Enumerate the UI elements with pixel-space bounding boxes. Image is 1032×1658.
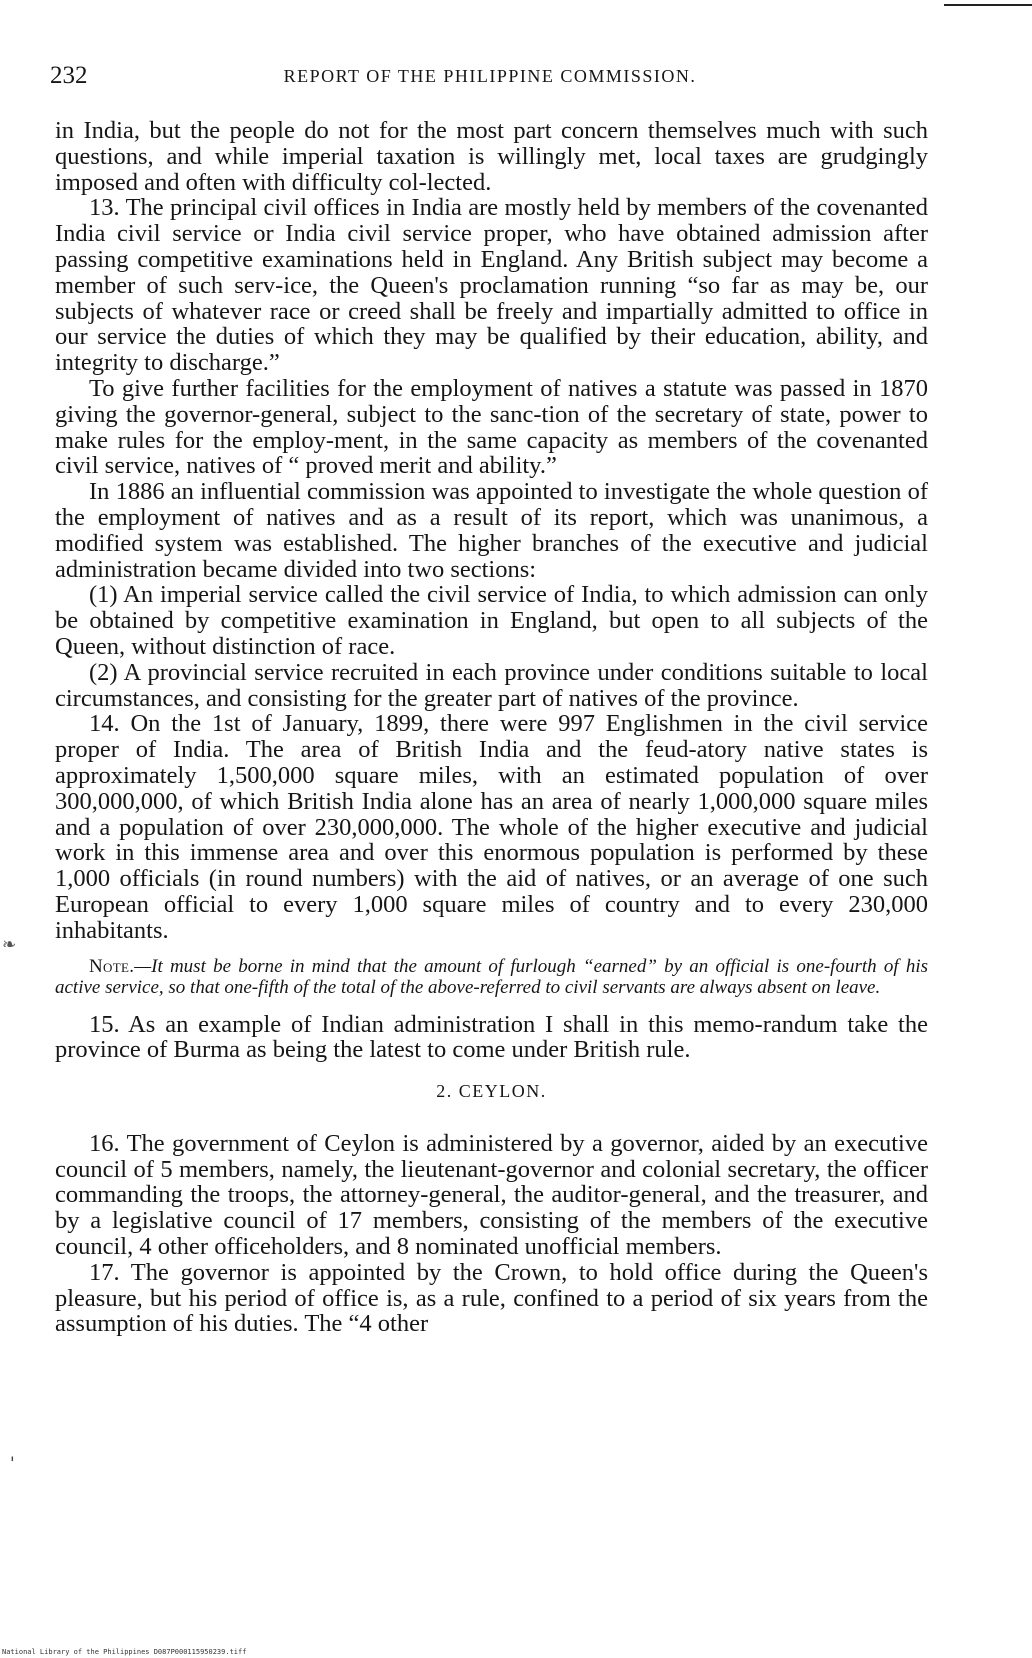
paragraph-imperial-service: (1) An imperial service called the civil service of India, to which admission can only be obtained by competitive examination in England, but open to all subjects of the Queen, without distinction of race. bbox=[55, 581, 928, 660]
scan-credit: National Library of the Philippines D087P000115950239.tiff bbox=[2, 1648, 247, 1656]
paragraph-16: 16. The government of Ceylon is administered by a governor, aided by an executive council of 5 members, namely, the lieutenant-governor and colonial secretary, the officer commanding the troops, the attorney-general, the auditor-general, and the treasurer, and by a legislative council of 17 members, consisting of the members of the executive council, 4 other officeholders, and 8 nominated unofficial members. bbox=[55, 1129, 928, 1261]
margin-mark-icon: ❧ bbox=[2, 935, 17, 955]
main-text bbox=[55, 118, 928, 1337]
note-label: Note. bbox=[89, 955, 135, 977]
section-heading: 2. CEYLON. bbox=[436, 1081, 547, 1102]
paragraph-provincial-service: (2) A provincial service recruited in each province under conditions suitable to local circumstances, and consisting for the greater part of natives of the province. bbox=[55, 658, 928, 712]
note-text: —It must be borne in mind that the amount of furlough “earned” by an official is one-fourth of his active service, so that one-fifth of the total of the above-referred to civil servants are always absent on leave. bbox=[55, 955, 928, 998]
page-number: 232 bbox=[50, 62, 88, 89]
paragraph-statute: To give further facilities for the employment of natives a statute was passed in 1870 giving the governor-general, subject to the sanc-tion of the secretary of state, power to make rules for the employ-ment, in the same capacity as members of the covenanted civil service, natives of “ proved merit and ability.” bbox=[55, 374, 928, 480]
footnote bbox=[55, 956, 928, 998]
paragraph-15: 15. As an example of Indian administration I shall in this memo-randum take the province of Burma as being the latest to come under British rule. bbox=[55, 1010, 928, 1064]
paragraph-continuation: in India, but the people do not for the most part concern themselves much with such questions, and while imperial taxation is willingly met, local taxes are grudgingly imposed and often with difficulty col-lected. bbox=[55, 117, 928, 196]
corner-rule bbox=[944, 4, 1032, 6]
paragraph-17: 17. The governor is appointed by the Crown, to hold office during the Queen's pleasure, but his period of office is, as a rule, confined to a period of six years from the assumption of his duties. The “4 other bbox=[55, 1258, 928, 1338]
paragraph-14: 14. On the 1st of January, 1899, there were 997 Englishmen in the civil service proper of India. The area of British India and the feud-atory native states is approximately 1,500,000 square miles, with an estimated population of over 300,000,000, of which British India alone has an area of nearly 1,000,000 square miles and a population of over 230,000,000. The whole of the higher executive and judicial work in this immense area and over this enormous population is performed by these 1,000 officials (in round numbers) with the aid of natives, or an average of one such European official to every 1,000 square miles of country and to every 230,000 inhabitants. bbox=[55, 710, 928, 944]
paragraph-13: 13. The principal civil offices in India are mostly held by members of the covenanted India civil service or India civil service proper, who have obtained admission after passing competitive examinations held in England. Any British subject may become a member of such serv-ice, the Queen's proclamation running “so far as may be, our subjects of whatever race or creed shall be freely and impartially admitted to office in our service the duties of which they may be qualified by their education, ability, and integrity to discharge.” bbox=[55, 194, 928, 377]
running-title: REPORT OF THE PHILIPPINE COMMISSION. bbox=[283, 66, 697, 86]
page-header bbox=[50, 62, 930, 98]
margin-tick: ' bbox=[10, 1454, 15, 1474]
paragraph-1886: In 1886 an influential commission was appointed to investigate the whole question of the employment of natives and as a result of its report, which was unanimous, a modified system was established. The higher branches of the executive and judicial administration became divided into two sections: bbox=[55, 478, 928, 583]
